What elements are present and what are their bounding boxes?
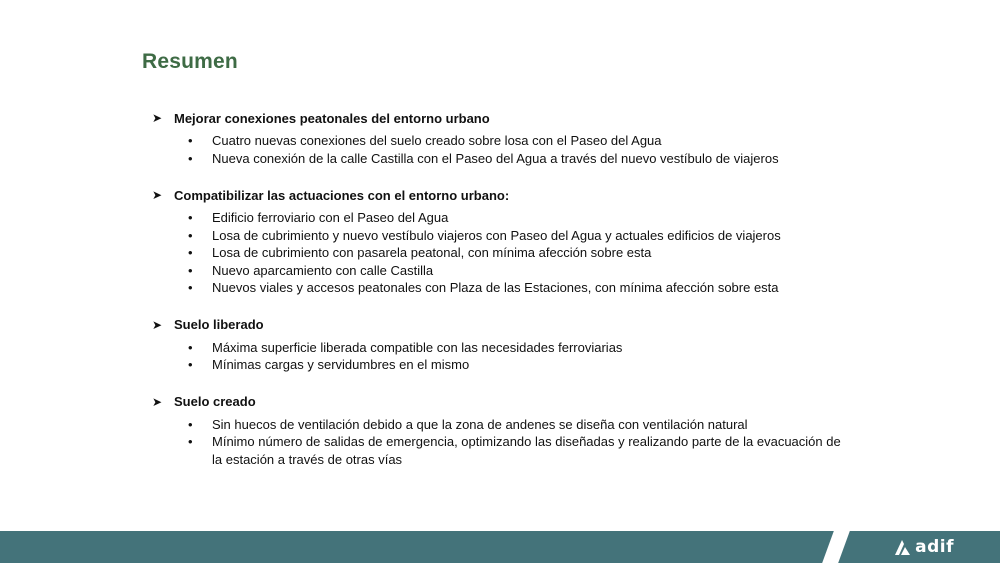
arrow-bullet-icon: ➤ (152, 317, 163, 332)
list-item (152, 262, 852, 280)
list-item (152, 433, 852, 468)
bullet-list (152, 209, 852, 297)
section-heading (152, 315, 852, 335)
bullet-icon: • (188, 280, 193, 295)
section-heading (152, 392, 852, 412)
section-heading (152, 108, 852, 128)
list-item (152, 132, 852, 150)
list-item (152, 150, 852, 168)
section-heading-text: Compatibilizar las actuaciones con el entorno urbano: (174, 187, 510, 203)
bullet-icon: • (188, 434, 193, 449)
footer-stripe (822, 531, 850, 563)
bullet-icon: • (188, 210, 193, 225)
section-heading-text: Suelo liberado (174, 317, 264, 332)
bullet-icon: • (188, 245, 193, 260)
adif-logo-icon (892, 538, 912, 556)
footer-bar (0, 531, 1000, 563)
list-item (152, 227, 852, 245)
logo-text: adif (915, 537, 954, 557)
bullet-list (152, 416, 852, 469)
bullet-list (152, 339, 852, 374)
list-item (152, 339, 852, 357)
section-heading-text: Mejorar conexiones peatonales del entorno urbano (174, 110, 490, 126)
bullet-icon: • (188, 357, 193, 372)
list-item-text: Mínimas cargas y servidumbres en el mismo (212, 357, 470, 372)
bullet-icon: • (188, 262, 193, 278)
list-item (152, 209, 852, 227)
list-item-text: Cuatro nuevas conexiones del suelo creado sobre losa con el Paseo del Agua (212, 133, 662, 148)
list-item-text: Nuevos viales y accesos peatonales con Plaza de las Estaciones, con mínima afección sobre esta (212, 280, 779, 295)
list-item-text: Sin huecos de ventilación debido a que la zona de andenes se diseña con ventilación natural (212, 416, 748, 432)
summary-content (152, 108, 852, 486)
bullet-icon: • (188, 150, 193, 166)
bullet-icon: • (188, 133, 193, 148)
bullet-icon: • (188, 416, 193, 432)
section-heading (152, 185, 852, 205)
section-peatonales (152, 108, 852, 167)
arrow-bullet-icon: ➤ (152, 394, 163, 409)
list-item (152, 416, 852, 434)
bullet-icon: • (188, 227, 193, 243)
section-suelo-liberado (152, 315, 852, 374)
section-suelo-creado (152, 392, 852, 469)
list-item (152, 279, 852, 297)
list-item-text: Edificio ferroviario con el Paseo del Agua (212, 210, 449, 225)
list-item-text: Nuevo aparcamiento con calle Castilla (212, 262, 434, 278)
slide-title: Resumen (142, 50, 238, 73)
section-heading-text: Suelo creado (174, 394, 256, 409)
list-item-text: Nueva conexión de la calle Castilla con el Paseo del Agua a través del nuevo vestíbulo de viajeros (212, 150, 779, 166)
list-item (152, 244, 852, 262)
arrow-bullet-icon: ➤ (152, 188, 163, 202)
bullet-list (152, 132, 852, 167)
bullet-icon: • (188, 339, 193, 355)
list-item-text: Losa de cubrimiento y nuevo vestíbulo viajeros con Paseo del Agua y actuales edificios de viajeros (212, 227, 781, 243)
arrow-bullet-icon: ➤ (152, 111, 163, 125)
list-item (152, 356, 852, 374)
section-compatibilizar (152, 185, 852, 297)
list-item-text: Mínimo número de salidas de emergencia, optimizando las diseñadas y realizando parte de la evacuación de la estación a través de otras vías (212, 434, 841, 467)
adif-logo (892, 537, 954, 557)
list-item-text: Máxima superficie liberada compatible con las necesidades ferroviarias (212, 339, 623, 355)
list-item-text: Losa de cubrimiento con pasarela peatonal, con mínima afección sobre esta (212, 245, 652, 260)
